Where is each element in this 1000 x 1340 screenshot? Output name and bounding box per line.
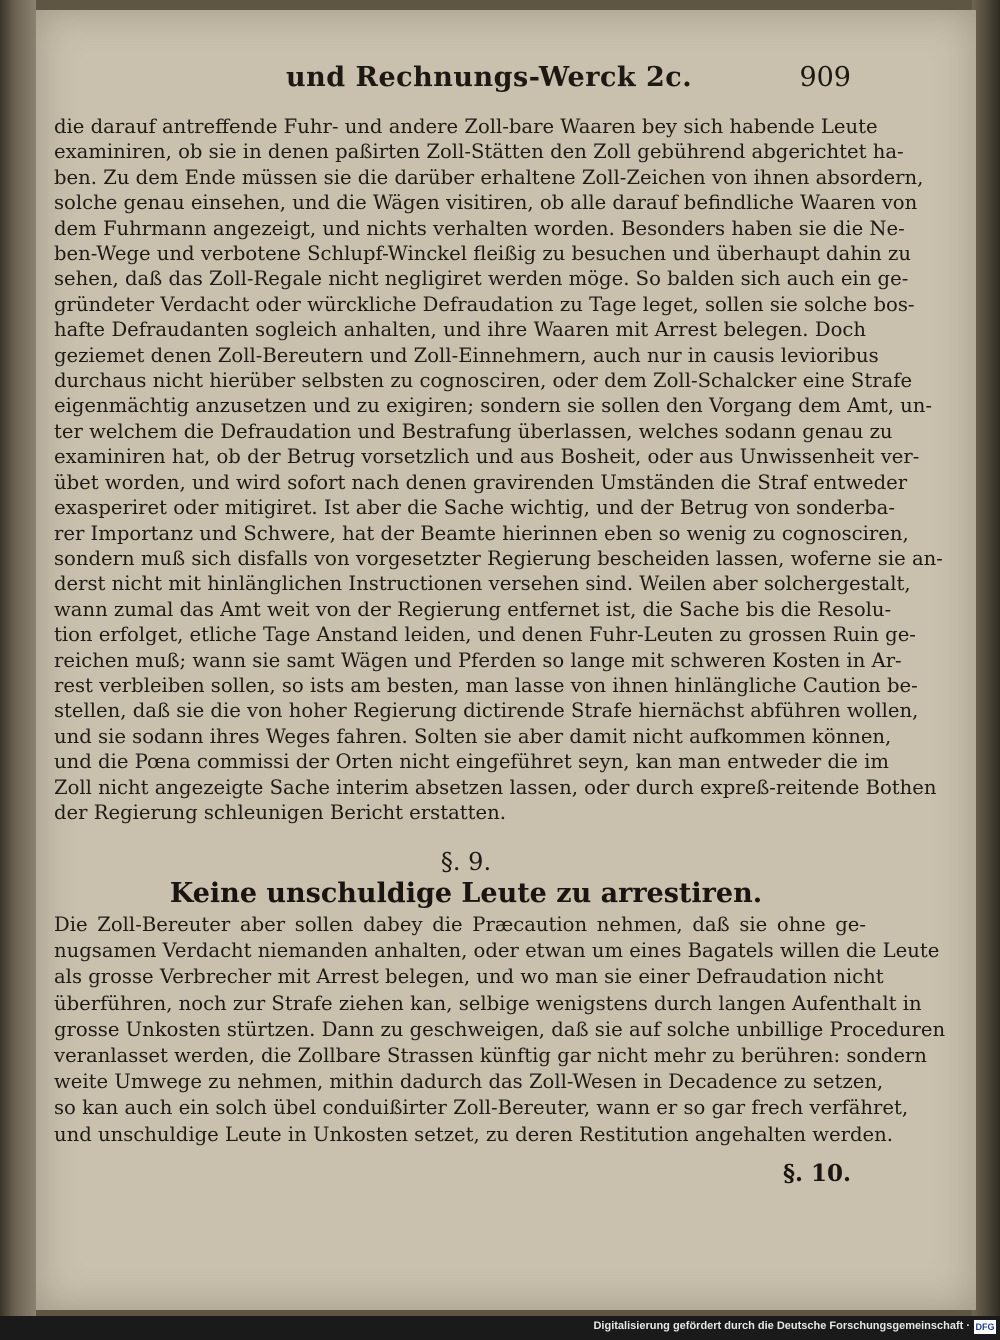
text-line: derst nicht mit hinlänglichen Instructionen versehen sind. Weilen aber solchergestalt,	[54, 572, 911, 596]
text-line: reichen muß; wann sie samt Wägen und Pferden so lange mit schweren Kosten in Ar-	[54, 648, 902, 672]
book-binding-strip	[0, 0, 36, 1316]
text-line: und sie sodann ihres Weges fahren. Solten sie aber damit nicht aufkommen können,	[54, 724, 892, 748]
running-head-title: und Rechnungs-Werck 2c.	[286, 62, 693, 93]
catchword: §. 10.	[782, 1160, 851, 1187]
text-line: weite Umwege zu nehmen, mithin dadurch das Zoll-Wesen in Decadence zu setzen,	[54, 1070, 884, 1094]
page-number: 909	[799, 62, 851, 93]
text-line: examiniren hat, ob der Betrug vorsetzlich und aus Bosheit, oder aus Unwissenheit ver-	[54, 445, 920, 469]
running-head	[36, 62, 976, 102]
paragraph-1	[54, 114, 943, 825]
text-line: exasperiret oder mitigiret. Ist aber die Sache wichtig, und der Betrug von sonderba-	[54, 496, 895, 520]
text-line: hafte Defraudanten sogleich anhalten, und ihre Waaren mit Arrest belegen. Doch	[54, 318, 866, 342]
book-page	[36, 10, 976, 1310]
text-line: solche genau einsehen, und die Wägen visitiren, ob alle darauf befindliche Waaren von	[54, 191, 918, 215]
text-line: eigenmächtig anzusetzen und zu exigiren; sondern sie sollen den Vorgang dem Amt, un-	[54, 394, 933, 418]
text-line: übet worden, und wird sofort nach denen gravirenden Umständen die Straf entweder	[54, 470, 908, 494]
text-line: nugsamen Verdacht niemanden anhalten, oder etwan um eines Bagatels willen die Leute	[54, 939, 940, 963]
section-number: §. 9.	[440, 848, 492, 876]
text-line: geziemet denen Zoll-Bereutern und Zoll-Einnehmern, auch nur in causis levioribus	[54, 343, 879, 367]
footer-credit: Digitalisierung gefördert durch die Deutsche Forschungsgemeinschaft ·	[593, 1320, 970, 1332]
text-line: die darauf antreffende Fuhr- und andere Zoll-bare Waaren bey sich habende Leute	[54, 115, 878, 138]
text-line: als grosse Verbrecher mit Arrest belegen, und wo man sie einer Defraudation nicht	[54, 965, 884, 989]
text-line: veranlasset werden, die Zollbare Strassen künftig gar nicht mehr zu berühren: sondern	[54, 1044, 927, 1068]
text-line: gründeter Verdacht oder würckliche Defraudation zu Tage leget, sollen sie solche bos-	[54, 292, 915, 316]
text-line: Die Zoll-Bereuter aber sollen dabey die Præcaution nehmen, daß sie ohne ge-	[54, 913, 866, 936]
text-line: durchaus nicht hierüber selbsten zu cognosciren, oder dem Zoll-Schalcker eine Strafe	[54, 369, 913, 393]
text-line: und unschuldige Leute in Unkosten setzet, zu deren Restitution angehalten werden.	[54, 1122, 893, 1146]
paragraph-2	[54, 912, 946, 1148]
digitization-footer	[0, 1316, 1000, 1340]
text-line: ben-Wege und verbotene Schlupf-Winckel fleißig zu besuchen und überhaupt dahin zu	[54, 242, 911, 266]
text-line: ben. Zu dem Ende müssen sie die darüber erhaltene Zoll-Zeichen von ihnen absordern,	[54, 165, 924, 189]
text-line: wann zumal das Amt weit von der Regierung entfernet ist, die Sache bis die Resolu-	[54, 597, 892, 621]
text-line: dem Fuhrmann angezeigt, und nichts verhalten worden. Besonders haben sie die Ne-	[54, 216, 905, 240]
text-line: grosse Unkosten stürtzen. Dann zu geschweigen, daß sie auf solche unbillige Proceduren	[54, 1017, 946, 1041]
text-line: ter welchem die Defraudation und Bestrafung überlassen, welches sodann genau zu	[54, 419, 893, 443]
text-line: Zoll nicht angezeigte Sache interim absetzen lassen, oder durch expreß-reitende Bothen	[54, 775, 937, 799]
dfg-logo-icon: DFG	[975, 1322, 995, 1332]
text-line: stellen, daß sie die von hoher Regierung dictirende Strafe hiernächst abführen wollen,	[54, 699, 919, 723]
text-line: sehen, daß das Zoll-Regale nicht negligiret werden möge. So balden sich auch ein ge-	[54, 267, 909, 291]
book-page-edge	[972, 0, 1000, 1316]
section-title: Keine unschuldige Leute zu arrestiren.	[169, 878, 763, 909]
text-line: rest verbleiben sollen, so ists am besten, man lasse von ihnen hinlängliche Caution be-	[54, 673, 918, 697]
text-line: überführen, noch zur Strafe ziehen kan, selbige wenigstens durch langen Aufenthalt in	[54, 991, 922, 1015]
text-line: und die Pœna commissi der Orten nicht eingeführet seyn, kan man entweder die im	[54, 750, 889, 774]
text-line: tion erfolget, etliche Tage Anstand leiden, und denen Fuhr-Leuten zu grossen Ruin ge-	[54, 623, 916, 647]
text-line: rer Importanz und Schwere, hat der Beamte hierinnen eben so wenig zu cognosciren,	[54, 521, 909, 545]
text-line: examiniren, ob sie in denen paßirten Zoll-Stätten den Zoll gebührend abgerichtet ha-	[54, 140, 904, 164]
text-line: der Regierung schleunigen Bericht erstatten.	[54, 800, 506, 824]
text-line: sondern muß sich disfalls von vorgesetzter Regierung bescheiden lassen, woferne sie an-	[54, 546, 943, 570]
text-line: so kan auch ein solch übel conduißirter Zoll-Bereuter, wann er so gar frech verfähret,	[54, 1096, 909, 1120]
